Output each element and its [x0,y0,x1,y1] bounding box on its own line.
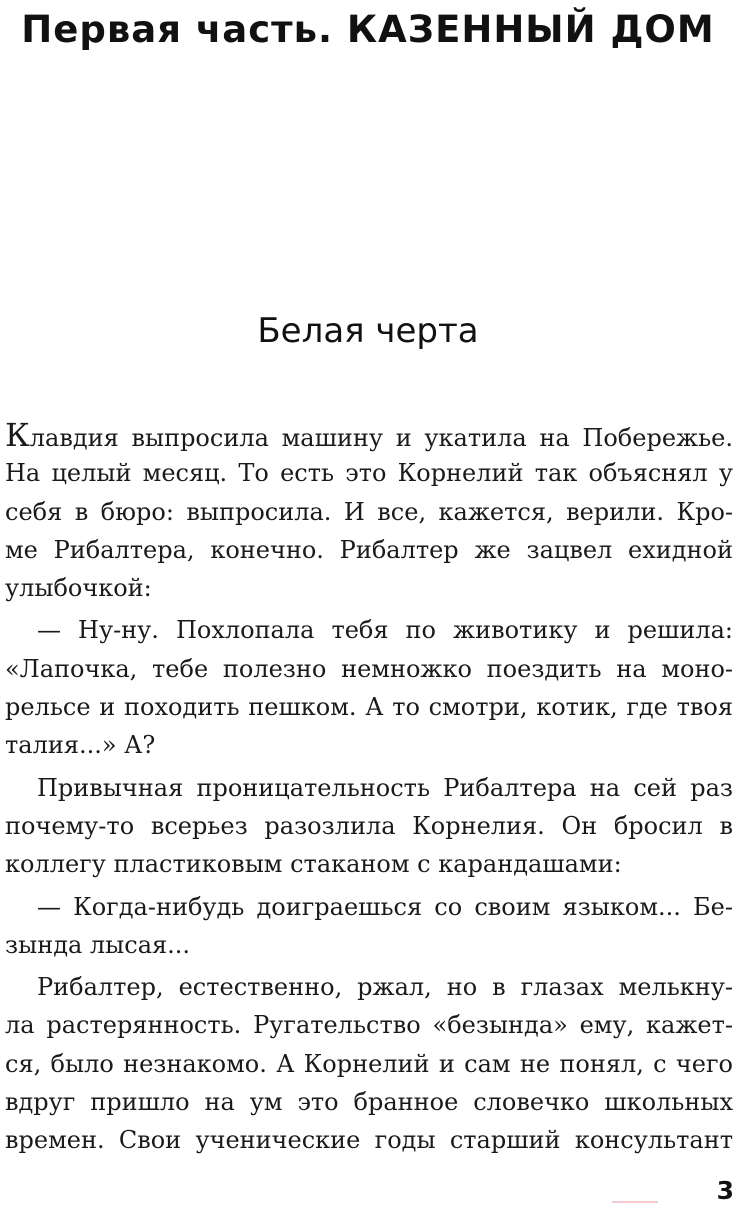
decorative-mark [612,1201,658,1203]
text-line: На целый месяц. То есть это Корнелий так объяснял у [5,459,733,488]
body-text [5,416,733,1160]
text-line: улыбочкой: [5,574,152,603]
text-line: вдруг пришло на ум это бранное словечко школьных [5,1088,733,1117]
initial-letter: К [5,416,30,454]
text-line: талия...» А? [5,731,156,760]
text-line: — Ну-ну. Похлопала тебя по животику и решила: [37,616,733,645]
text-line: ме Рибалтера, конечно. Рибалтер же зацвел ехидной [5,535,733,564]
text-line: зында лысая... [5,930,191,959]
text-line: ся, было незнакомо. А Корнелий и сам не понял, с чего [5,1049,733,1078]
part-title: Первая часть. КАЗЕННЫЙ ДОМ [21,8,715,51]
page-number: 3 [716,1176,734,1205]
text-line: коллегу пластиковым стаканом с карандашами: [5,850,622,879]
text-line: Привычная проницательность Рибалтера на сей раз [37,773,733,802]
text-line: себя в бюро: выпросила. И все, кажется, верили. Кро- [5,497,733,526]
text-line: — Когда-нибудь доиграешься со своим языком... Бе- [37,892,733,921]
text-line: ла растерянность. Ругательство «безында» ему, кажет- [5,1011,733,1040]
text-line: Рибалтер, естественно, ржал, но в глазах мелькну- [37,973,733,1002]
text-line: времен. Свои ученические годы старший консультант [5,1126,733,1155]
text-line: рельсе и походить пешком. А то смотри, котик, где твоя [5,693,733,722]
text-line: почему-то всерьез разозлила Корнелия. Он бросил в [5,811,733,840]
text-line: «Лапочка, тебе полезно немножко поездить на моно- [5,654,733,683]
chapter-title: Белая черта [257,311,479,351]
text-line: Клавдия выпросила машину и укатила на Побережье. [5,416,733,454]
